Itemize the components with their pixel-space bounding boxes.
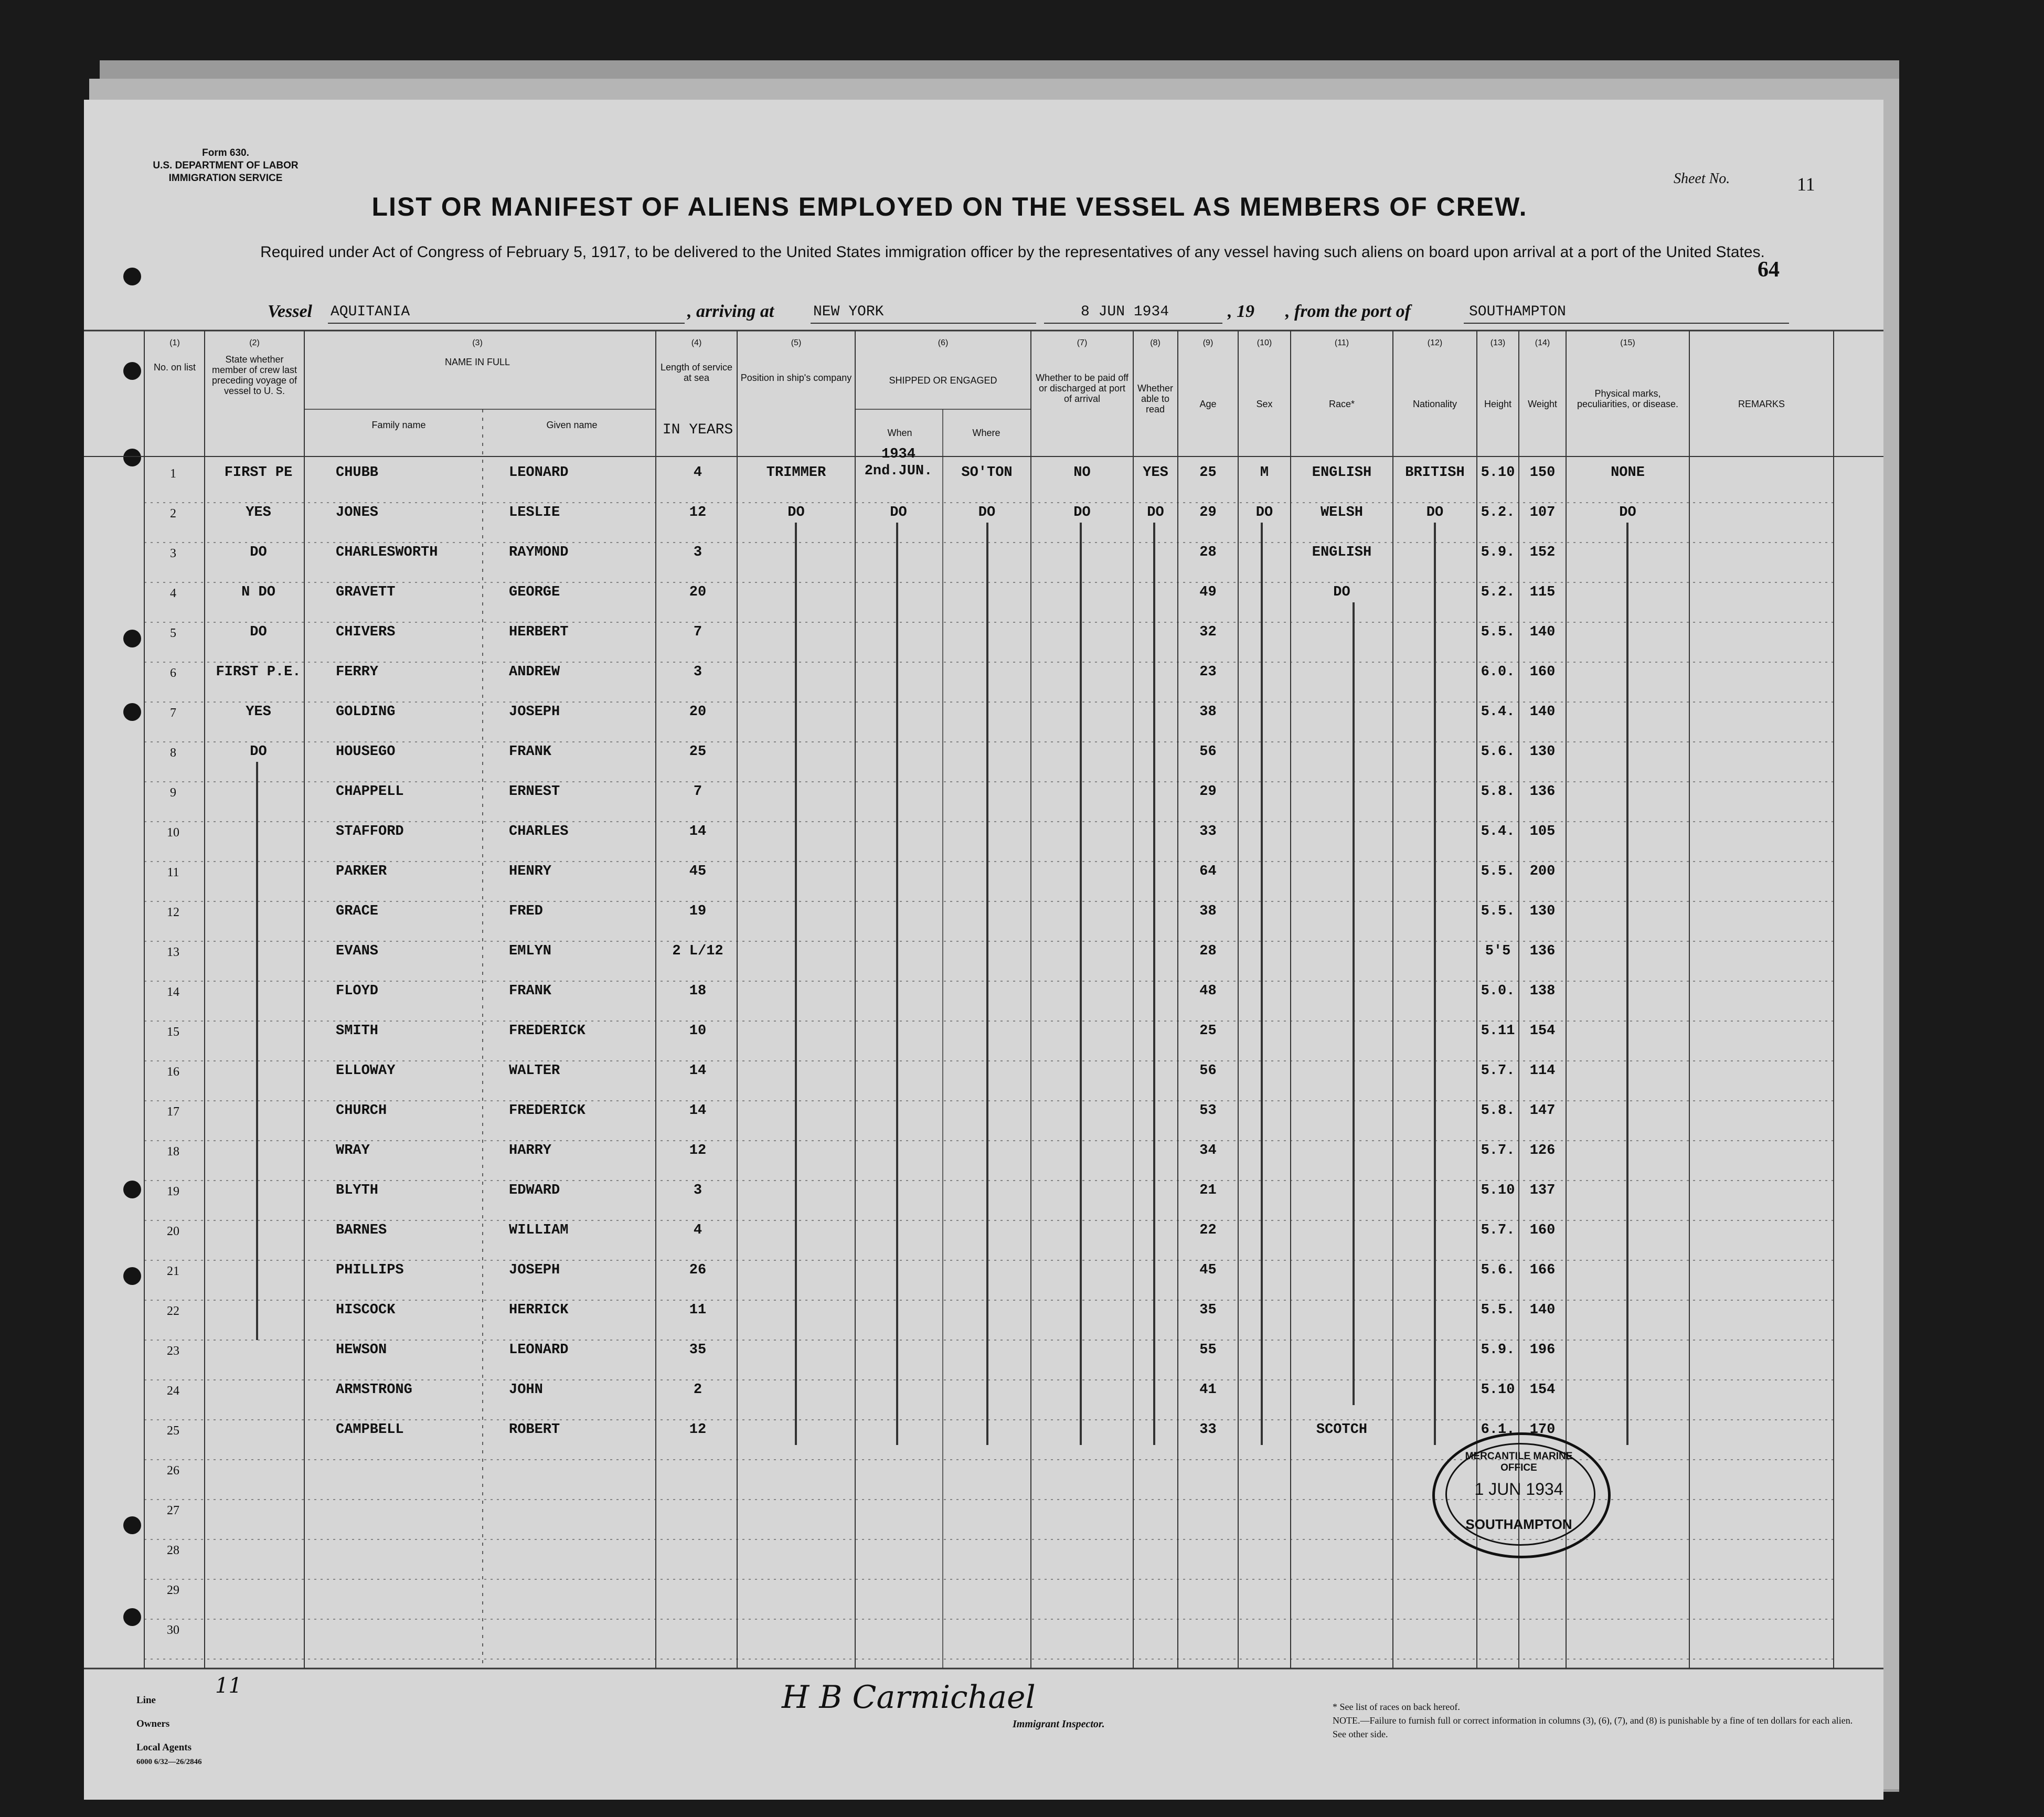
cell-given: EMLYN	[509, 943, 552, 959]
row-number: 19	[167, 1185, 179, 1198]
cell-years: 12	[689, 505, 707, 520]
cell-weight: 140	[1529, 704, 1556, 720]
row-number: 9	[170, 786, 176, 800]
cell-age: 56	[1199, 744, 1217, 760]
column-number: (8)	[1150, 338, 1161, 347]
cell-years: 7	[693, 784, 702, 800]
row-number: 16	[167, 1065, 179, 1079]
cell-state: YES	[246, 704, 271, 720]
form-service: IMMIGRATION SERVICE	[168, 173, 283, 184]
cell-age: 28	[1199, 943, 1217, 959]
cell-weight: 147	[1529, 1103, 1556, 1119]
cell-weight: 130	[1529, 744, 1556, 760]
row-number: 27	[167, 1504, 179, 1517]
cell-given: FREDERICK	[509, 1023, 585, 1039]
row-number: 12	[167, 906, 179, 919]
header-when: When	[887, 428, 912, 438]
arriving-label: , arriving at	[687, 302, 774, 321]
cell-years: 4	[693, 1223, 702, 1238]
cell-weight: 136	[1529, 784, 1556, 800]
cell-state: DO	[250, 545, 267, 560]
cell-height: 5.7.	[1481, 1063, 1515, 1079]
cell-age: 41	[1199, 1382, 1217, 1398]
column-number: (14)	[1535, 338, 1550, 347]
header-race: Race*	[1328, 399, 1355, 409]
cell-family: WRAY	[336, 1143, 370, 1159]
cell-years: 45	[689, 864, 707, 879]
cell-height: 5.4.	[1481, 824, 1515, 840]
row-number: 2	[170, 507, 176, 520]
cell-years: 19	[689, 904, 707, 919]
cell-weight: 114	[1529, 1063, 1556, 1079]
cell-paid: NO	[1073, 465, 1091, 481]
cell-height: 6.0.	[1481, 664, 1515, 680]
footer-line-value: 11	[215, 1674, 242, 1698]
manifest-page	[84, 100, 1883, 1800]
cell-sex: M	[1260, 465, 1269, 481]
cell-height: 5.5.	[1481, 1302, 1515, 1318]
cell-height: 5.5.	[1481, 624, 1515, 640]
column-number: (1)	[169, 338, 180, 347]
cell-years: 2	[693, 1382, 702, 1398]
cell-when: DO	[890, 505, 907, 520]
cell-given: ROBERT	[509, 1422, 560, 1438]
cell-given: FRANK	[509, 983, 552, 999]
column-number: (9)	[1202, 338, 1213, 347]
cell-state: FIRST PE	[224, 465, 293, 481]
arriving-port: NEW YORK	[813, 304, 884, 320]
footer-line-label: Line	[136, 1695, 156, 1706]
cell-years: 2 L/12	[672, 943, 723, 959]
column-number: (5)	[791, 338, 802, 347]
row-number: 25	[167, 1424, 179, 1438]
cell-height: 5.2.	[1481, 585, 1515, 600]
cell-given: HENRY	[509, 864, 552, 879]
cell-age: 45	[1199, 1262, 1217, 1278]
cell-height: 5.6.	[1481, 744, 1515, 760]
year-label: , 19	[1228, 302, 1254, 321]
cell-years: 35	[689, 1342, 707, 1358]
cell-weight: 137	[1529, 1183, 1556, 1198]
cell-family: BLYTH	[336, 1183, 379, 1198]
cell-weight: 105	[1529, 824, 1556, 840]
cell-when: 1934 2nd.JUN.	[864, 447, 933, 479]
header-remarks: REMARKS	[1738, 399, 1785, 409]
cell-where: DO	[978, 505, 996, 520]
cell-height: 5.8.	[1481, 1103, 1515, 1119]
cell-years: 11	[689, 1302, 707, 1318]
vessel-name: AQUITANIA	[331, 304, 410, 320]
cell-weight: 115	[1529, 585, 1556, 600]
column-number: (4)	[691, 338, 702, 347]
inspector-label: Immigrant Inspector.	[1013, 1718, 1105, 1730]
cell-age: 49	[1199, 585, 1217, 600]
cell-height: 5.8.	[1481, 784, 1515, 800]
cell-age: 29	[1199, 784, 1217, 800]
column-number: (13)	[1490, 338, 1506, 347]
column-number: (6)	[938, 338, 949, 347]
cell-weight: 140	[1529, 624, 1556, 640]
header-state-whether: State whether member of crew last preceding voyage of vessel to U. S.	[211, 354, 297, 396]
row-number: 29	[167, 1584, 179, 1597]
cell-family: GRACE	[336, 904, 379, 919]
cell-sex: DO	[1255, 505, 1273, 520]
cell-state: YES	[246, 505, 271, 520]
cell-years: 20	[689, 704, 707, 720]
cell-height: 5.5.	[1481, 904, 1515, 919]
cell-given: LESLIE	[509, 505, 560, 520]
document-title: LIST OR MANIFEST OF ALIENS EMPLOYED ON THE VESSEL AS MEMBERS OF CREW.	[371, 192, 1528, 221]
cell-years: 7	[693, 624, 702, 640]
cell-state: DO	[250, 624, 267, 640]
stamp-date: 1 JUN 1934	[1474, 1480, 1563, 1499]
header-age: Age	[1199, 399, 1217, 409]
cell-family: FERRY	[336, 664, 379, 680]
from-port: SOUTHAMPTON	[1469, 304, 1566, 320]
row-number: 26	[167, 1464, 179, 1478]
cell-weight: 107	[1529, 505, 1556, 520]
cell-height: 5.11	[1481, 1023, 1515, 1039]
cell-age: 25	[1199, 465, 1217, 481]
cell-years: 14	[689, 1063, 707, 1079]
cell-age: 33	[1199, 824, 1217, 840]
cell-years: 18	[689, 983, 707, 999]
cell-weight: 140	[1529, 1302, 1556, 1318]
cell-weight: 160	[1529, 1223, 1556, 1238]
row-number: 6	[170, 666, 176, 680]
row-number: 23	[167, 1344, 179, 1358]
cell-weight: 130	[1529, 904, 1556, 919]
cell-height: 5.2.	[1481, 505, 1515, 520]
cell-given: HERRICK	[509, 1302, 569, 1318]
cell-age: 32	[1199, 624, 1217, 640]
form-number: Form 630.	[202, 147, 249, 158]
cell-age: 64	[1199, 864, 1217, 879]
row-number: 1	[170, 467, 176, 481]
cell-state: DO	[250, 744, 267, 760]
note-races: * See list of races on back hereof.	[1333, 1702, 1460, 1712]
cell-weight: 166	[1529, 1262, 1556, 1278]
cell-given: ANDREW	[509, 664, 560, 680]
cell-physical: NONE	[1611, 465, 1645, 481]
cell-years: 10	[689, 1023, 707, 1039]
note-text: NOTE.—Failure to furnish full or correct information in columns (3), (6), (7), and (8) is punishable by a fine of ten dollars for each alien. See other side.	[1333, 1715, 1853, 1739]
cell-height: 5.10	[1481, 465, 1515, 481]
header-able-read: Whether able to read	[1137, 383, 1174, 415]
cell-years: 3	[693, 545, 702, 560]
stamp-top-text: MERCANTILE MARINE OFFICE	[1465, 1451, 1573, 1473]
header-shipped: SHIPPED OR ENGAGED	[889, 375, 997, 386]
cell-given: FREDERICK	[509, 1103, 585, 1119]
column-number: (10)	[1257, 338, 1272, 347]
cell-given: LEONARD	[509, 465, 569, 481]
cell-nationality: BRITISH	[1405, 465, 1465, 481]
cell-weight: 196	[1529, 1342, 1556, 1358]
cell-height: 5.7.	[1481, 1143, 1515, 1159]
cell-family: GOLDING	[336, 704, 396, 720]
cell-years: 20	[689, 585, 707, 600]
row-number: 30	[167, 1623, 179, 1637]
cell-years: 26	[689, 1262, 707, 1278]
cell-age: 38	[1199, 904, 1217, 919]
row-number: 17	[167, 1105, 179, 1119]
cell-years: 14	[689, 824, 707, 840]
row-number: 22	[167, 1304, 179, 1318]
cell-family: PHILLIPS	[336, 1262, 404, 1278]
row-number: 24	[167, 1384, 179, 1398]
cell-family: BARNES	[336, 1223, 387, 1238]
column-number: (15)	[1620, 338, 1635, 347]
cell-age: 21	[1199, 1183, 1217, 1198]
header-paid-off: Whether to be paid off or discharged at port of arrival	[1036, 373, 1129, 404]
header-sex: Sex	[1256, 399, 1273, 409]
document-subtitle: Required under Act of Congress of February 5, 1917, to be delivered to the United States immigration officer by the representatives of any vessel having such aliens on board upon arrival at a port of the United States.	[260, 243, 1765, 261]
cell-weight: 138	[1529, 983, 1556, 999]
cell-race: SCOTCH	[1316, 1422, 1368, 1438]
column-number: (12)	[1427, 338, 1443, 347]
row-number: 3	[170, 547, 176, 560]
cell-physical: DO	[1619, 505, 1636, 520]
cell-read: YES	[1143, 465, 1168, 481]
cell-given: JOSEPH	[509, 1262, 560, 1278]
cell-age: 25	[1199, 1023, 1217, 1039]
arrival-date: 8 JUN 1934	[1081, 304, 1169, 320]
cell-height: 6.1.	[1481, 1422, 1515, 1438]
cell-age: 28	[1199, 545, 1217, 560]
header-height: Height	[1484, 399, 1512, 409]
cell-height: 5.9.	[1481, 545, 1515, 560]
cell-family: CHURCH	[336, 1103, 387, 1119]
cell-race: WELSH	[1320, 505, 1363, 520]
cell-family: EVANS	[336, 943, 379, 959]
cell-given: JOHN	[509, 1382, 543, 1398]
cell-years: 3	[693, 664, 702, 680]
cell-age: 48	[1199, 983, 1217, 999]
cell-given: LEONARD	[509, 1342, 569, 1358]
cell-height: 5.9.	[1481, 1342, 1515, 1358]
cell-age: 22	[1199, 1223, 1217, 1238]
column-number: (3)	[472, 338, 483, 347]
row-number: 13	[167, 945, 179, 959]
sheet-number-label: Sheet No.	[1674, 171, 1730, 187]
cell-given: CHARLES	[509, 824, 569, 840]
row-number: 18	[167, 1145, 179, 1159]
header-position: Position in ship's company	[740, 373, 852, 383]
footer-owners-label: Owners	[136, 1718, 170, 1729]
cell-weight: 150	[1529, 465, 1556, 481]
cell-given: RAYMOND	[509, 545, 569, 560]
cell-family: JONES	[336, 505, 379, 520]
cell-years: 4	[693, 465, 702, 481]
header-physical: Physical marks, peculiarities, or disease.	[1577, 388, 1679, 409]
row-number: 28	[167, 1544, 179, 1557]
cell-age: 23	[1199, 664, 1217, 680]
cell-weight: 136	[1529, 943, 1556, 959]
sheet-number-value: 11	[1797, 174, 1815, 195]
vessel-label: Vessel	[268, 302, 312, 321]
cell-years: 14	[689, 1103, 707, 1119]
cell-state: FIRST P.E.	[216, 664, 301, 680]
cell-family: FLOYD	[336, 983, 379, 999]
cell-family: CHAPPELL	[336, 784, 404, 800]
cell-years: 12	[689, 1143, 707, 1159]
cell-years: 3	[693, 1183, 702, 1198]
row-number: 7	[170, 706, 176, 720]
cell-weight: 126	[1529, 1143, 1556, 1159]
cell-family: ARMSTRONG	[336, 1382, 412, 1398]
cell-where: SO'TON	[961, 465, 1013, 481]
cell-given: JOSEPH	[509, 704, 560, 720]
cell-given: HERBERT	[509, 624, 569, 640]
column-number: (2)	[249, 338, 260, 347]
cell-family: HISCOCK	[336, 1302, 396, 1318]
cell-weight: 160	[1529, 664, 1556, 680]
cell-height: 5'5	[1485, 943, 1511, 959]
cell-family: CHUBB	[336, 465, 379, 481]
cell-family: HOUSEGO	[336, 744, 396, 760]
cell-family: STAFFORD	[336, 824, 404, 840]
cell-given: WILLIAM	[509, 1223, 569, 1238]
cell-given: GEORGE	[509, 585, 560, 600]
cell-given: FRED	[509, 904, 543, 919]
cell-age: 35	[1199, 1302, 1217, 1318]
cell-weight: 152	[1529, 545, 1556, 560]
footer-agents-label: Local Agents	[136, 1742, 192, 1753]
footer-notes	[1333, 1700, 1857, 1741]
cell-family: CHIVERS	[336, 624, 396, 640]
cell-years: 12	[689, 1422, 707, 1438]
row-number: 8	[170, 746, 176, 760]
cell-age: 38	[1199, 704, 1217, 720]
row-number: 21	[167, 1265, 179, 1278]
row-number: 5	[170, 626, 176, 640]
cell-family: GRAVETT	[336, 585, 396, 600]
cell-age: 56	[1199, 1063, 1217, 1079]
row-number: 10	[167, 826, 179, 840]
cell-position: DO	[787, 505, 805, 520]
row-number: 15	[167, 1025, 179, 1039]
cell-given: WALTER	[509, 1063, 560, 1079]
header-weight: Weight	[1528, 399, 1557, 409]
footer-print-code: 6000 6/32—26/2846	[136, 1758, 202, 1766]
row-number: 4	[170, 587, 176, 600]
cell-height: 5.10	[1481, 1382, 1515, 1398]
cell-age: 34	[1199, 1143, 1217, 1159]
cell-height: 5.6.	[1481, 1262, 1515, 1278]
cell-age: 55	[1199, 1342, 1217, 1358]
cell-given: EDWARD	[509, 1183, 560, 1198]
sheet-count: 64	[1758, 258, 1780, 282]
form-department: U.S. DEPARTMENT OF LABOR	[153, 160, 299, 171]
header-no-on-list: No. on list	[153, 362, 196, 373]
cell-race: DO	[1333, 585, 1350, 600]
cell-family: CHARLESWORTH	[336, 545, 438, 560]
cell-weight: 154	[1529, 1382, 1556, 1398]
header-family-name: Family name	[371, 420, 426, 430]
cell-given: HARRY	[509, 1143, 552, 1159]
header-length-service: Length of service at sea	[660, 362, 733, 383]
header-nationality: Nationality	[1412, 399, 1457, 409]
header-in-years: IN YEARS	[662, 422, 733, 438]
cell-age: 53	[1199, 1103, 1217, 1119]
cell-race: ENGLISH	[1312, 465, 1372, 481]
cell-age: 29	[1199, 505, 1217, 520]
row-number: 11	[167, 866, 179, 879]
stamp-bottom-text: SOUTHAMPTON	[1465, 1516, 1572, 1532]
from-label: , from the port of	[1285, 302, 1411, 321]
cell-race: ENGLISH	[1312, 545, 1372, 560]
row-number: 20	[167, 1225, 179, 1238]
cell-weight: 170	[1529, 1422, 1556, 1438]
cell-family: SMITH	[336, 1023, 379, 1039]
cell-paid: DO	[1073, 505, 1091, 520]
cell-position: TRIMMER	[766, 465, 826, 481]
header-where: Where	[972, 428, 1000, 438]
column-number: (11)	[1334, 338, 1349, 347]
cell-height: 5.10	[1481, 1183, 1515, 1198]
cell-height: 5.7.	[1481, 1223, 1515, 1238]
cell-height: 5.5.	[1481, 864, 1515, 879]
cell-family: HEWSON	[336, 1342, 387, 1358]
header-name-in-full: NAME IN FULL	[444, 357, 510, 367]
inspector-signature: H B Carmichael	[782, 1679, 1036, 1716]
cell-given: FRANK	[509, 744, 552, 760]
column-number: (7)	[1077, 338, 1088, 347]
cell-nationality: DO	[1426, 505, 1444, 520]
cell-state: N DO	[241, 585, 275, 600]
cell-age: 33	[1199, 1422, 1217, 1438]
cell-family: CAMPBELL	[336, 1422, 404, 1438]
cell-height: 5.0.	[1481, 983, 1515, 999]
cell-weight: 200	[1529, 864, 1556, 879]
header-given-name: Given name	[546, 420, 598, 430]
cell-given: ERNEST	[509, 784, 560, 800]
row-number: 14	[167, 985, 179, 999]
cell-read: DO	[1147, 505, 1164, 520]
cell-family: PARKER	[336, 864, 387, 879]
cell-height: 5.4.	[1481, 704, 1515, 720]
cell-weight: 154	[1529, 1023, 1556, 1039]
cell-family: ELLOWAY	[336, 1063, 396, 1079]
cell-years: 25	[689, 744, 707, 760]
